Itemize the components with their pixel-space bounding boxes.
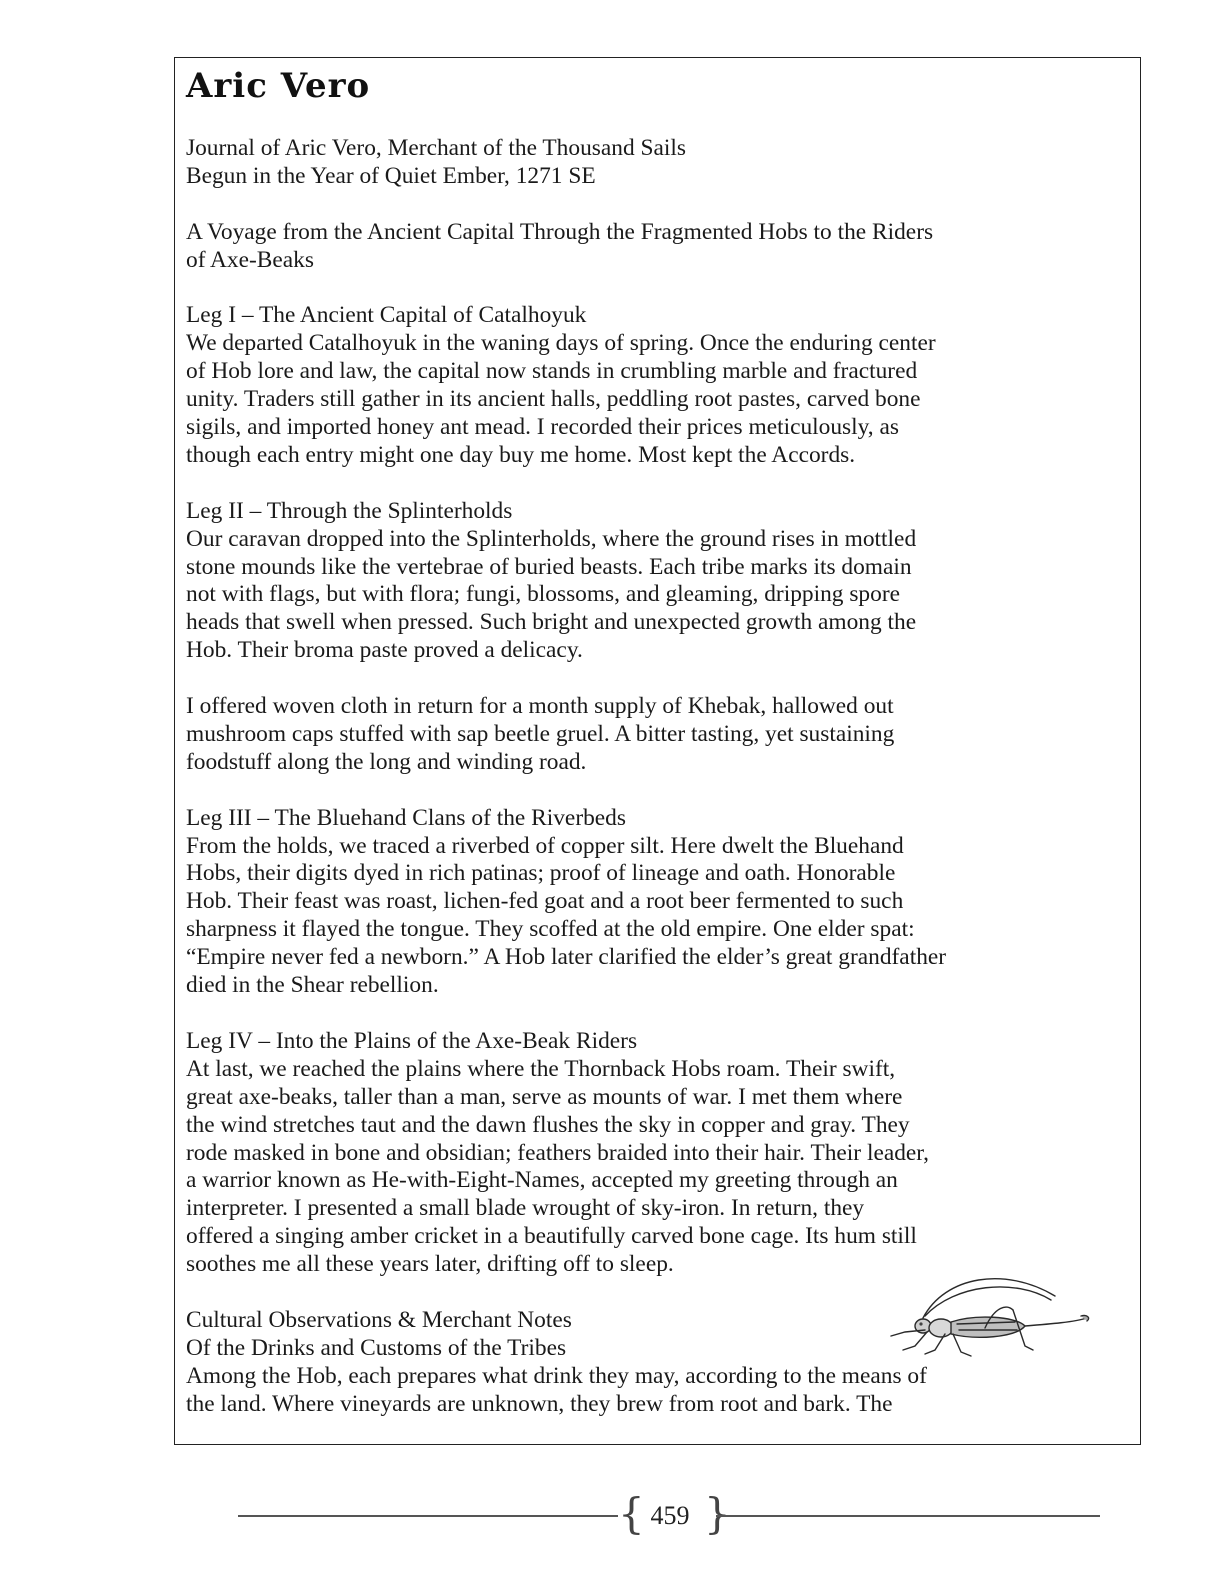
page-frame [174,57,1141,1445]
leg2-heading: Leg II – Through the Splinterholds [186,497,513,524]
leg1-line: sigils, and imported honey ant mead. I recorded their prices meticulously, as [186,414,899,441]
leg2-extra [186,693,1131,777]
leg4-line: At last, we reached the plains where the Thornback Hobs roam. Their swift, [186,1055,896,1082]
notes-line: the land. Where vineyards are unknown, they brew from root and bark. The [186,1390,893,1417]
notes-line: Among the Hob, each prepares what drink they may, according to the means of [186,1362,927,1389]
cricket-icon [875,1266,1095,1366]
page-number: 459 [650,1501,690,1530]
leg2-line: heads that swell when pressed. Such bright and unexpected growth among the [186,609,917,636]
leg4-line: great axe-beaks, taller than a man, serve as mounts of war. I met them where [186,1083,903,1110]
leg1-line: though each entry might one day buy me home. Most kept the Accords. [186,441,856,468]
leg2-line: stone mounds like the vertebrae of buried beasts. Each tribe marks its domain [186,553,912,580]
notes-heading: Cultural Observations & Merchant Notes [186,1306,572,1333]
leg4-line: rode masked in bone and obsidian; feathers braided into their hair. Their leader, [186,1139,929,1166]
right-brace-icon: } [704,1489,731,1538]
leg3-line: “Empire never fed a newborn.” A Hob later clarified the elder’s great grandfather [186,944,947,971]
leg2-extra-line: I offered woven cloth in return for a month supply of Khebak, hallowed out [186,693,894,720]
leg3-line: died in the Shear rebellion. [186,972,439,999]
leg2-line: not with flags, but with flora; fungi, blossoms, and gleaming, dripping spore [186,581,900,608]
journal-body [186,135,1131,1419]
leg1-line: We departed Catalhoyuk in the waning days of spring. Once the enduring center [186,330,936,357]
leg3-line: From the holds, we traced a riverbed of copper silt. Here dwelt the Bluehand [186,832,904,859]
intro-block [186,135,1131,191]
leg2-section [186,498,1131,665]
leg4-line: offered a singing amber cricket in a beautifully carved bone cage. Its hum still [186,1223,917,1250]
leg3-line: Hobs, their digits dyed in rich patinas; proof of lineage and oath. Honorable [186,860,896,887]
leg4-line: interpreter. I presented a small blade wrought of sky-iron. In return, they [186,1195,865,1222]
leg1-line: of Hob lore and law, the capital now stands in crumbling marble and fractured [186,358,918,385]
notes-subheading: Of the Drinks and Customs of the Tribes [186,1334,567,1361]
leg3-section [186,805,1131,1000]
subtitle-block [186,219,1131,275]
footer-rule-right [716,1515,1100,1517]
intro-line: Journal of Aric Vero, Merchant of the Thousand Sails [186,135,686,161]
leg4-heading: Leg IV – Into the Plains of the Axe-Beak Riders [186,1027,638,1054]
leg1-heading: Leg I – The Ancient Capital of Catalhoyuk [186,302,587,329]
page-footer [238,1489,1100,1540]
intro-line: Begun in the Year of Quiet Ember, 1271 SE [186,162,596,189]
leg1-section [186,302,1131,469]
subtitle-line: of Axe-Beaks [186,246,314,273]
page-title: Aric Vero [186,66,371,106]
leg2-extra-line: mushroom caps stuffed with sap beetle gruel. A bitter tasting, yet sustaining [186,720,895,747]
leg4-line: the wind stretches taut and the dawn flushes the sky in copper and gray. They [186,1111,910,1138]
leg3-line: sharpness it flayed the tongue. They scoffed at the old empire. One elder spat: [186,916,915,943]
left-brace-icon: { [618,1489,645,1538]
leg4-line: soothes me all these years later, drifting off to sleep. [186,1251,674,1278]
leg2-extra-line: foodstuff along the long and winding road. [186,748,587,775]
leg4-section [186,1028,1131,1279]
leg2-line: Hob. Their broma paste proved a delicacy. [186,637,583,664]
leg1-line: unity. Traders still gather in its ancient halls, peddling root pastes, carved bone [186,386,921,413]
leg4-line: a warrior known as He-with-Eight-Names, accepted my greeting through an [186,1167,898,1194]
leg3-heading: Leg III – The Bluehand Clans of the Riverbeds [186,804,626,831]
footer-rule-left [238,1515,618,1517]
leg2-line: Our caravan dropped into the Splinterholds, where the ground rises in mottled [186,525,917,552]
subtitle-line: A Voyage from the Ancient Capital Through the Fragmented Hobs to the Riders [186,218,934,245]
leg3-line: Hob. Their feast was roast, lichen-fed goat and a root beer fermented to such [186,888,904,915]
